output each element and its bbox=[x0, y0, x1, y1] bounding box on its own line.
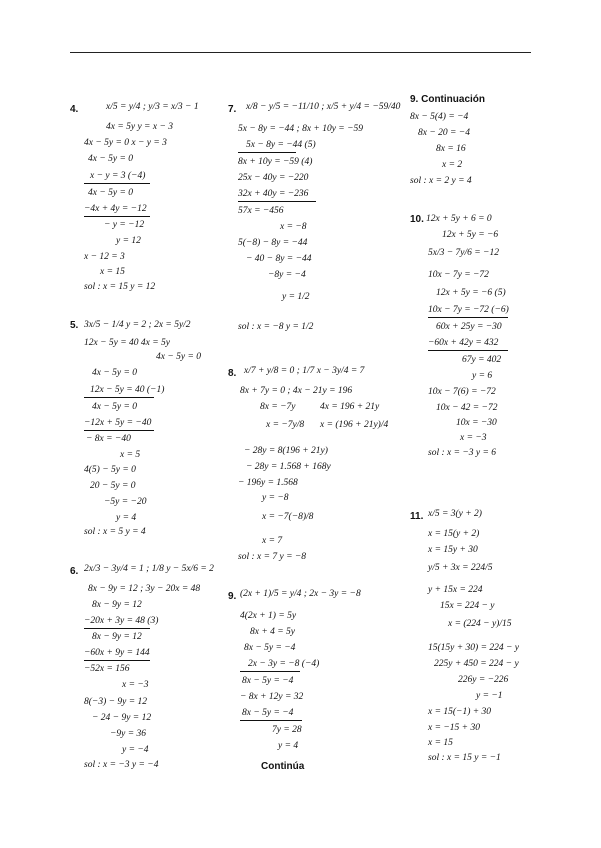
equation-line: 8x + 4 = 5y bbox=[250, 627, 296, 637]
underline bbox=[240, 720, 302, 721]
equation-line: 4x − 5y = 0 bbox=[156, 352, 202, 362]
problem-10 bbox=[410, 212, 570, 462]
equation-line: y = 1/2 bbox=[282, 292, 310, 302]
equation-line: 4x = 196 + 21y bbox=[320, 402, 380, 412]
equation-line: y = 12 bbox=[116, 236, 141, 246]
problem-4 bbox=[70, 100, 220, 300]
solution-line: sol : x = −3 y = −4 bbox=[84, 760, 159, 770]
equation-line: −5y = −20 bbox=[104, 497, 147, 507]
equation-line: y = −1 bbox=[476, 691, 503, 701]
solution-line: sol : x = −8 y = 1/2 bbox=[238, 322, 314, 332]
equation-line: 10x − 7(6) = −72 bbox=[428, 387, 496, 397]
equation-line: 10x − 42 = −72 bbox=[436, 403, 498, 413]
equation-line: y = −4 bbox=[122, 745, 149, 755]
equation-line: 4x = 5y y = x − 3 bbox=[106, 122, 173, 132]
problem-7 bbox=[228, 100, 403, 345]
underline bbox=[84, 183, 150, 184]
equation-line: y + 15x = 224 bbox=[428, 585, 483, 595]
equation-line: −4x + 4y = −12 bbox=[84, 204, 147, 214]
equation-line: x = 7 bbox=[262, 536, 283, 546]
equation-line: 32x + 40y = −236 bbox=[238, 189, 309, 199]
equation-line: 10x − 7y = −72 bbox=[428, 270, 489, 280]
equation-line: 60x + 25y = −30 bbox=[436, 322, 502, 332]
equation-line: 57x = −456 bbox=[238, 206, 284, 216]
equation-line: 4(5) − 5y = 0 bbox=[84, 465, 136, 475]
equation-line: 15x = 224 − y bbox=[440, 601, 495, 611]
equation-line: x/5 = y/4 ; y/3 = x/3 − 1 bbox=[106, 102, 199, 112]
underline bbox=[428, 350, 508, 351]
equation-line: x = 5 bbox=[120, 450, 141, 460]
equation-line: 5x − 8y = −44 ; 8x + 10y = −59 bbox=[238, 124, 363, 134]
equation-line: x = −3 bbox=[122, 680, 149, 690]
problem-number: 9. bbox=[228, 591, 237, 602]
equation-line: − 8x + 12y = 32 bbox=[240, 692, 304, 702]
equation-line: 12x + 5y + 6 = 0 bbox=[426, 214, 492, 224]
problem-5 bbox=[70, 318, 220, 543]
equation-line: −8y = −4 bbox=[268, 270, 306, 280]
equation-line: 5x − 8y = −44 (5) bbox=[246, 140, 316, 150]
equation-line: 3x/5 − 1/4 y = 2 ; 2x = 5y/2 bbox=[84, 320, 191, 330]
equation-line: 12x + 5y = −6 (5) bbox=[436, 288, 506, 298]
equation-line: 12x + 5y = −6 bbox=[442, 230, 499, 240]
equation-line: x/7 + y/8 = 0 ; 1/7 x − 3y/4 = 7 bbox=[244, 366, 365, 376]
equation-line: 4x − 5y = 0 bbox=[88, 154, 134, 164]
equation-line: x/8 − y/5 = −11/10 ; x/5 + y/4 = −59/40 bbox=[246, 102, 401, 112]
problem-number: 8. bbox=[228, 368, 237, 379]
equation-line: 25x − 40y = −220 bbox=[238, 173, 309, 183]
equation-line: x = 15 bbox=[100, 267, 125, 277]
equation-line: 8x + 10y = −59 (4) bbox=[238, 157, 313, 167]
equation-line: 12x − 5y = 40 4x = 5y bbox=[84, 338, 170, 348]
equation-line: x = (224 − y)/15 bbox=[448, 619, 512, 629]
equation-line: −12x + 5y = −40 bbox=[84, 418, 152, 428]
problem-8 bbox=[228, 362, 403, 567]
equation-line: 10x = −30 bbox=[456, 418, 497, 428]
problem-11 bbox=[410, 505, 570, 770]
equation-line: − 28y = 8(196 + 21y) bbox=[244, 446, 328, 456]
equation-line: x = 2 bbox=[442, 160, 463, 170]
underline bbox=[84, 216, 150, 217]
equation-line: 2x − 3y = −8 (−4) bbox=[248, 659, 320, 669]
equation-line: 67y = 402 bbox=[462, 355, 502, 365]
solution-line: sol : x = 5 y = 4 bbox=[84, 527, 146, 537]
equation-line: 8x − 5(4) = −4 bbox=[410, 112, 469, 122]
equation-line: 8x − 5y = −4 bbox=[242, 676, 294, 686]
equation-line: x = 15 bbox=[428, 738, 453, 748]
equation-line: 8(−3) − 9y = 12 bbox=[84, 697, 148, 707]
problem-number: 6. bbox=[70, 566, 79, 577]
equation-line: − 24 − 9y = 12 bbox=[92, 713, 152, 723]
equation-line: y/5 + 3x = 224/5 bbox=[428, 563, 493, 573]
underline bbox=[84, 660, 150, 661]
solution-line: sol : x = 15 y = −1 bbox=[428, 753, 501, 763]
equation-line: x = −8 bbox=[280, 222, 307, 232]
equation-line: −20x + 3y = 48 (3) bbox=[84, 616, 159, 626]
equation-line: 8x = 16 bbox=[436, 144, 466, 154]
equation-line: 2x/3 − 3y/4 = 1 ; 1/8 y − 5x/6 = 2 bbox=[84, 564, 214, 574]
equation-line: y = 4 bbox=[278, 741, 299, 751]
underline bbox=[84, 628, 150, 629]
equation-line: x = −15 + 30 bbox=[428, 723, 480, 733]
equation-line: x = −7y/8 bbox=[266, 420, 305, 430]
equation-line: −52x = 156 bbox=[84, 664, 130, 674]
equation-line: 12x − 5y = 40 (−1) bbox=[90, 385, 165, 395]
equation-line: x = 15y + 30 bbox=[428, 545, 478, 555]
problem-9 bbox=[228, 585, 403, 755]
equation-line: (2x + 1)/5 = y/4 ; 2x − 3y = −8 bbox=[240, 589, 361, 599]
problem-6 bbox=[70, 560, 225, 780]
equation-line: −9y = 36 bbox=[110, 729, 147, 739]
problem-number: 7. bbox=[228, 104, 237, 115]
equation-line: 5(−8) − 8y = −44 bbox=[238, 238, 308, 248]
equation-line: 8x − 9y = 12 ; 3y − 20x = 48 bbox=[88, 584, 201, 594]
equation-line: 8x − 9y = 12 bbox=[92, 600, 142, 610]
problem-9-continuation bbox=[410, 92, 560, 192]
top-rule bbox=[70, 52, 531, 53]
equation-line: x = −7(−8)/8 bbox=[262, 512, 314, 522]
equation-line: 20 − 5y = 0 bbox=[90, 481, 136, 491]
equation-line: y = −8 bbox=[262, 493, 289, 503]
problem-number: 4. bbox=[70, 104, 79, 115]
equation-line: 4x − 5y = 0 bbox=[88, 188, 134, 198]
equation-line: − 196y = 1.568 bbox=[238, 478, 298, 488]
problem-number: 11. bbox=[410, 511, 424, 522]
continua-label: Continúa bbox=[261, 761, 305, 772]
problem-number: 5. bbox=[70, 320, 79, 331]
equation-line: 8x − 5y = −4 bbox=[242, 708, 294, 718]
equation-line: 10x − 7y = −72 (−6) bbox=[428, 305, 509, 315]
equation-line: −60x + 42y = 432 bbox=[428, 338, 499, 348]
underline bbox=[238, 152, 296, 153]
equation-line: x = 15(−1) + 30 bbox=[428, 707, 492, 717]
equation-line: y = 4 bbox=[116, 513, 137, 523]
problem-number: 9. Continuación bbox=[410, 94, 485, 105]
solution-line: sol : x = 7 y = −8 bbox=[238, 552, 307, 562]
equation-line: 4x − 5y = 0 bbox=[92, 402, 138, 412]
underline bbox=[428, 317, 508, 318]
underline bbox=[84, 397, 154, 398]
equation-line: 8x − 9y = 12 bbox=[92, 632, 142, 642]
equation-line: 226y = −226 bbox=[458, 675, 509, 685]
equation-line: y = 6 bbox=[472, 371, 493, 381]
equation-line: 4x − 5y = 0 bbox=[92, 368, 138, 378]
underline bbox=[240, 671, 300, 672]
equation-line: x = (196 + 21y)/4 bbox=[320, 420, 389, 430]
equation-line: x = 15(y + 2) bbox=[428, 529, 480, 539]
equation-line: − 8x = −40 bbox=[86, 434, 131, 444]
equation-line: 8x − 20 = −4 bbox=[418, 128, 470, 138]
equation-line: 8x + 7y = 0 ; 4x − 21y = 196 bbox=[240, 386, 353, 396]
equation-line: 8x − 5y = −4 bbox=[244, 643, 296, 653]
equation-line: x = −3 bbox=[460, 433, 487, 443]
equation-line: −60x + 9y = 144 bbox=[84, 648, 150, 658]
equation-line: 15(15y + 30) = 224 − y bbox=[428, 643, 519, 653]
equation-line: 225y + 450 = 224 − y bbox=[434, 659, 519, 669]
underline bbox=[238, 201, 316, 202]
equation-line: − y = −12 bbox=[104, 220, 145, 230]
solution-line: sol : x = −3 y = 6 bbox=[428, 448, 497, 458]
equation-line: x/5 = 3(y + 2) bbox=[428, 509, 482, 519]
equation-line: 4(2x + 1) = 5y bbox=[240, 611, 297, 621]
solution-line: sol : x = 15 y = 12 bbox=[84, 282, 156, 292]
problem-number: 10. bbox=[410, 214, 424, 225]
solution-line: sol : x = 2 y = 4 bbox=[410, 176, 472, 186]
equation-line: x − 12 = 3 bbox=[84, 252, 125, 262]
equation-line: − 28y = 1.568 + 168y bbox=[246, 462, 331, 472]
equation-line: 8x = −7y bbox=[260, 402, 296, 412]
equation-line: 5x/3 − 7y/6 = −12 bbox=[428, 248, 499, 258]
equation-line: x − y = 3 (−4) bbox=[90, 171, 146, 181]
equation-line: 4x − 5y = 0 x − y = 3 bbox=[84, 138, 167, 148]
equation-line: − 40 − 8y = −44 bbox=[246, 254, 312, 264]
underline bbox=[84, 430, 154, 431]
equation-line: 7y = 28 bbox=[272, 725, 302, 735]
